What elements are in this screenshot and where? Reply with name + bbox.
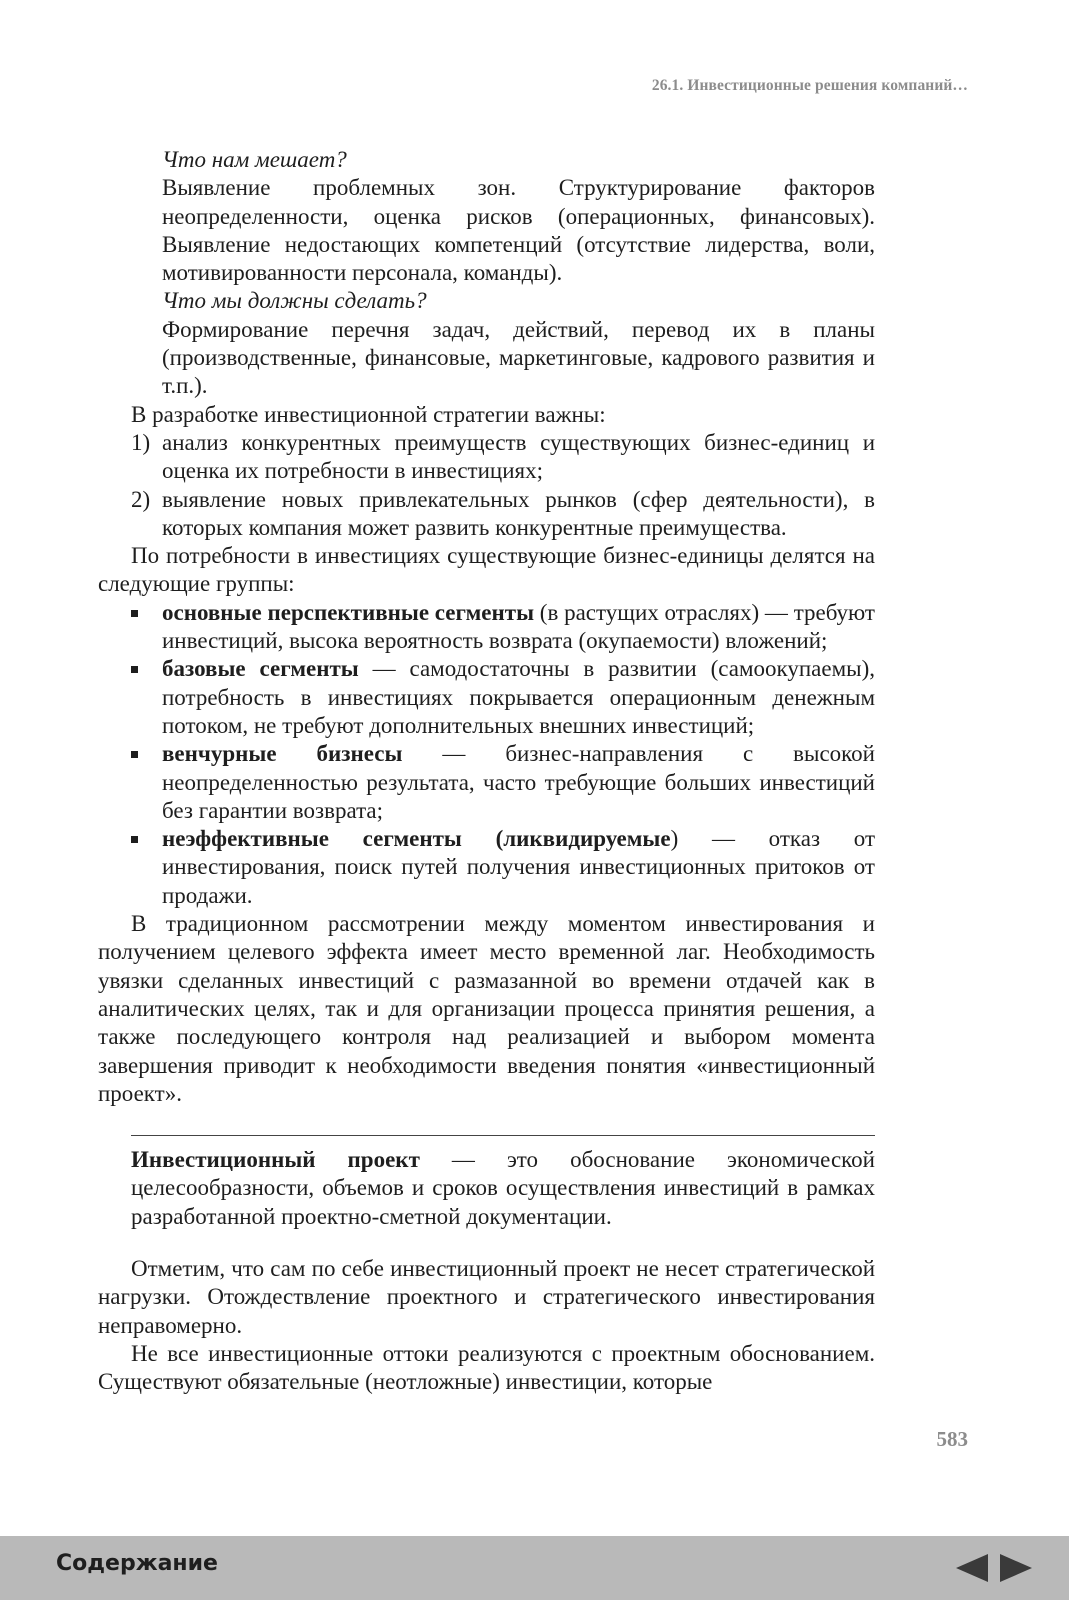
body-paragraph: Отметим, что сам по себе инвестиционный проект не несет стратегической нагрузки. Отождествление проектного и стратегического инвестирования неправомерно. [98, 1255, 875, 1338]
item-text: анализ конкурентных преимуществ существующих бизнес-единиц и оценка их потребности в инвестициях; [162, 429, 875, 484]
body-paragraph: В разработке инвестиционной стратегии важны: [131, 401, 606, 427]
bullet-text: (в растущих отраслях) — требуют инвестиций, высока вероятность возврата (окупаемости) вложений; [162, 599, 875, 654]
table-of-contents-button[interactable]: Содержание [56, 1551, 218, 1576]
item-text: выявление новых привлекательных рынков (сфер деятельности), в которых компания может развить конкурентные преимущества. [162, 486, 875, 540]
bullet-term: неэффективные сегменты (ликвидируемые [162, 826, 671, 852]
answer-paragraph: Формирование перечня задач, действий, перевод их в планы (производственные, финансовые, маркетинговые, кадрового развития и т.п.). [162, 316, 875, 399]
body-paragraph: Не все инвестиционные оттоки реализуются с проектным обоснованием. Существуют обязательные (неотложные) инвестиции, которые [98, 1340, 875, 1395]
numbered-item [98, 429, 875, 486]
navigation-bar [0, 1536, 1069, 1600]
square-bullet-icon [131, 666, 138, 673]
definition-divider [131, 1135, 875, 1136]
bullet-term: основные перспективные сегменты [162, 599, 535, 625]
definition-text: — это обоснование экономической целесообразности, объемов и сроков осуществления инвестиций в рамках разработанной проектно-сметной документации. [131, 1147, 875, 1229]
next-page-button[interactable] [998, 1553, 1034, 1588]
question-heading: Что нам мешает? [162, 147, 347, 172]
bullet-term: базовые сегменты [162, 656, 359, 682]
bullet-item [98, 599, 875, 656]
square-bullet-icon [131, 610, 138, 617]
previous-page-button[interactable] [954, 1553, 990, 1588]
triangle-right-icon [998, 1553, 1034, 1583]
body-paragraph: В традиционном рассмотрении между моментом инвестирования и получением целевого эффекта имеет место временной лаг. Необходимость увязки сделанных инвестиций с размазанной во времени отдачей как в аналитических целях, так и для организации процесса принятия решения, а также последующего контроля над реализацией и выбором момента завершения приводит к необходимости введения понятия «инвестиционный проект». [98, 911, 875, 1106]
bullet-term: венчурные бизнесы [162, 741, 403, 767]
square-bullet-icon [131, 836, 138, 843]
square-bullet-icon [131, 751, 138, 758]
item-number: 1) [131, 429, 151, 455]
bullet-item [98, 825, 875, 910]
numbered-item [98, 486, 875, 543]
bullet-text: — бизнес-направления с высокой неопределенностью результата, часто требующие больших инвестиций без гарантии возврата; [162, 741, 875, 823]
body-paragraph: По потребности в инвестициях существующие бизнес-единицы делятся на следующие группы: [98, 543, 875, 597]
bullet-text: ) — отказ от инвестирования, поиск путей получения инвестиционных притоков от продажи. [162, 826, 875, 908]
running-header: 26.1. Инвестиционные решения компаний… [651, 77, 968, 94]
bullet-item [98, 655, 875, 740]
definition-box [98, 1146, 875, 1231]
bullet-item [98, 740, 875, 825]
bullet-text: — самодостаточны в развитии (самоокупаемы), потребность в инвестициях покрывается операционным денежным потоком, не требуют дополнительных внешних инвестиций; [162, 656, 875, 738]
triangle-left-icon [954, 1553, 990, 1583]
item-number: 2) [131, 486, 151, 512]
page-number: 583 [936, 1427, 968, 1451]
question-heading: Что мы должны сделать? [162, 288, 427, 314]
definition-term: Инвестиционный проект [131, 1147, 420, 1173]
answer-paragraph: Выявление проблемных зон. Структурирование факторов неопределенности, оценка рисков (операционных, финансовых). Выявление недостающих компетенций (отсутствие лидерства, воли, мотивированности персонала, команды). [162, 175, 875, 286]
page-content [98, 146, 875, 1396]
